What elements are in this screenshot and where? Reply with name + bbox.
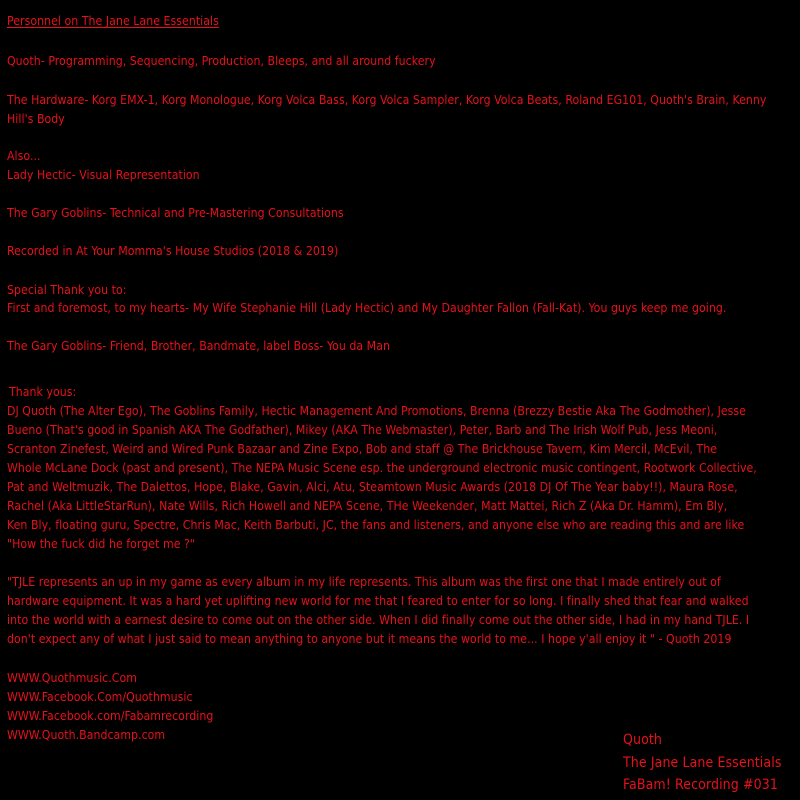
thank-yous-line: Whole McLane Dock (past and present), The NEPA Music Scene esp. the underground electronic music contingent, Rootwork Collective, — [7, 461, 757, 475]
thank-yous-line: DJ Quoth (The Alter Ego), The Goblins Family, Hectic Management And Promotions, Brenna (Brezzy Bestie Aka The Godmother), Jesse — [7, 404, 746, 418]
gary-goblins-credit: The Gary Goblins- Technical and Pre-Mastering Consultations — [7, 206, 344, 220]
quote-line: into the world with a earnest desire to come out on the other side. When I did finally come out the other side, I had in my hand TJLE. I — [7, 613, 750, 627]
also-label: Also... — [7, 149, 41, 163]
lady-hectic-credit: Lady Hectic- Visual Representation — [7, 168, 200, 182]
quote-line: hardware equipment. It was a hard yet uplifting new world for me that I feared to enter for so long. I finally shed that fear and walked — [7, 594, 749, 608]
quote-line: "TJLE represents an up in my game as every album in my life represents. This album was the first one that I made entirely out of — [7, 575, 721, 589]
special-thanks-gary: The Gary Goblins- Friend, Brother, Bandmate, label Boss- You da Man — [7, 339, 390, 353]
thank-yous-line: Scranton Zinefest, Weird and Wired Punk Bazaar and Zine Expo, Bob and staff @ The Brickhouse Tavern, Kim Mercil, McEvil, The — [7, 442, 718, 456]
thank-yous-line: Pat and Weltmuzik, The Dalettos, Hope, Blake, Gavin, Alci, Atu, Steamtown Music Awards (2018 DJ Of The Year baby!!), Maura Rose, — [7, 480, 738, 494]
signature-label: FaBam! Recording #031 — [623, 777, 778, 793]
special-thanks-line: First and foremost, to my hearts- My Wife Stephanie Hill (Lady Hectic) and My Daughter Fallon (Fall-Kat). You guys keep me going. — [7, 301, 727, 315]
thank-yous-line: Bueno (That's good in Spanish AKA The Godfather), Mikey (AKA The Webmaster), Peter, Barb and The Irish Wolf Pub, Jess Meoni, — [7, 423, 718, 437]
thank-yous-line: "How the fuck did he forget me ?" — [7, 537, 195, 551]
hardware-line-2: Hill's Body — [7, 112, 65, 126]
link-facebook-quothmusic[interactable]: WWW.Facebook.Com/Quothmusic — [7, 690, 193, 704]
personnel-heading: Personnel on The Jane Lane Essentials — [7, 14, 219, 28]
special-thanks-heading: Special Thank you to: — [7, 283, 127, 297]
hardware-line-1: The Hardware- Korg EMX-1, Korg Monologue, Korg Volca Bass, Korg Volca Sampler, Korg Volca Beats, Roland EG101, Quoth's Brain, Kenny — [7, 93, 767, 107]
link-bandcamp[interactable]: WWW.Quoth.Bandcamp.com — [7, 728, 166, 742]
link-quothmusic[interactable]: WWW.Quothmusic.Com — [7, 671, 137, 685]
thank-yous-heading: Thank yous: — [9, 385, 77, 399]
quote-line: don't expect any of what I just said to mean anything to anyone but it means the world to me... I hope y'all enjoy it " - Quoth 2019 — [7, 632, 732, 646]
thank-yous-line: Rachel (Aka LittleStarRun), Nate Wills, Rich Howell and NEPA Scene, THe Weekender, Matt Mattei, Rich Z (Aka Dr. Hamm), Em Bly, — [7, 499, 728, 513]
signature-artist: Quoth — [623, 732, 663, 748]
signature-album: The Jane Lane Essentials — [623, 755, 782, 771]
link-facebook-fabamrecording[interactable]: WWW.Facebook.com/Fabamrecording — [7, 709, 214, 723]
thank-yous-line: Ken Bly, floating guru, Spectre, Chris Mac, Keith Barbuti, JC, the fans and listeners, and anyone else who are reading this and are like — [7, 518, 745, 532]
quoth-credit: Quoth- Programming, Sequencing, Production, Bleeps, and all around fuckery — [7, 54, 436, 68]
recorded-line: Recorded in At Your Momma's House Studios (2018 & 2019) — [7, 244, 339, 258]
